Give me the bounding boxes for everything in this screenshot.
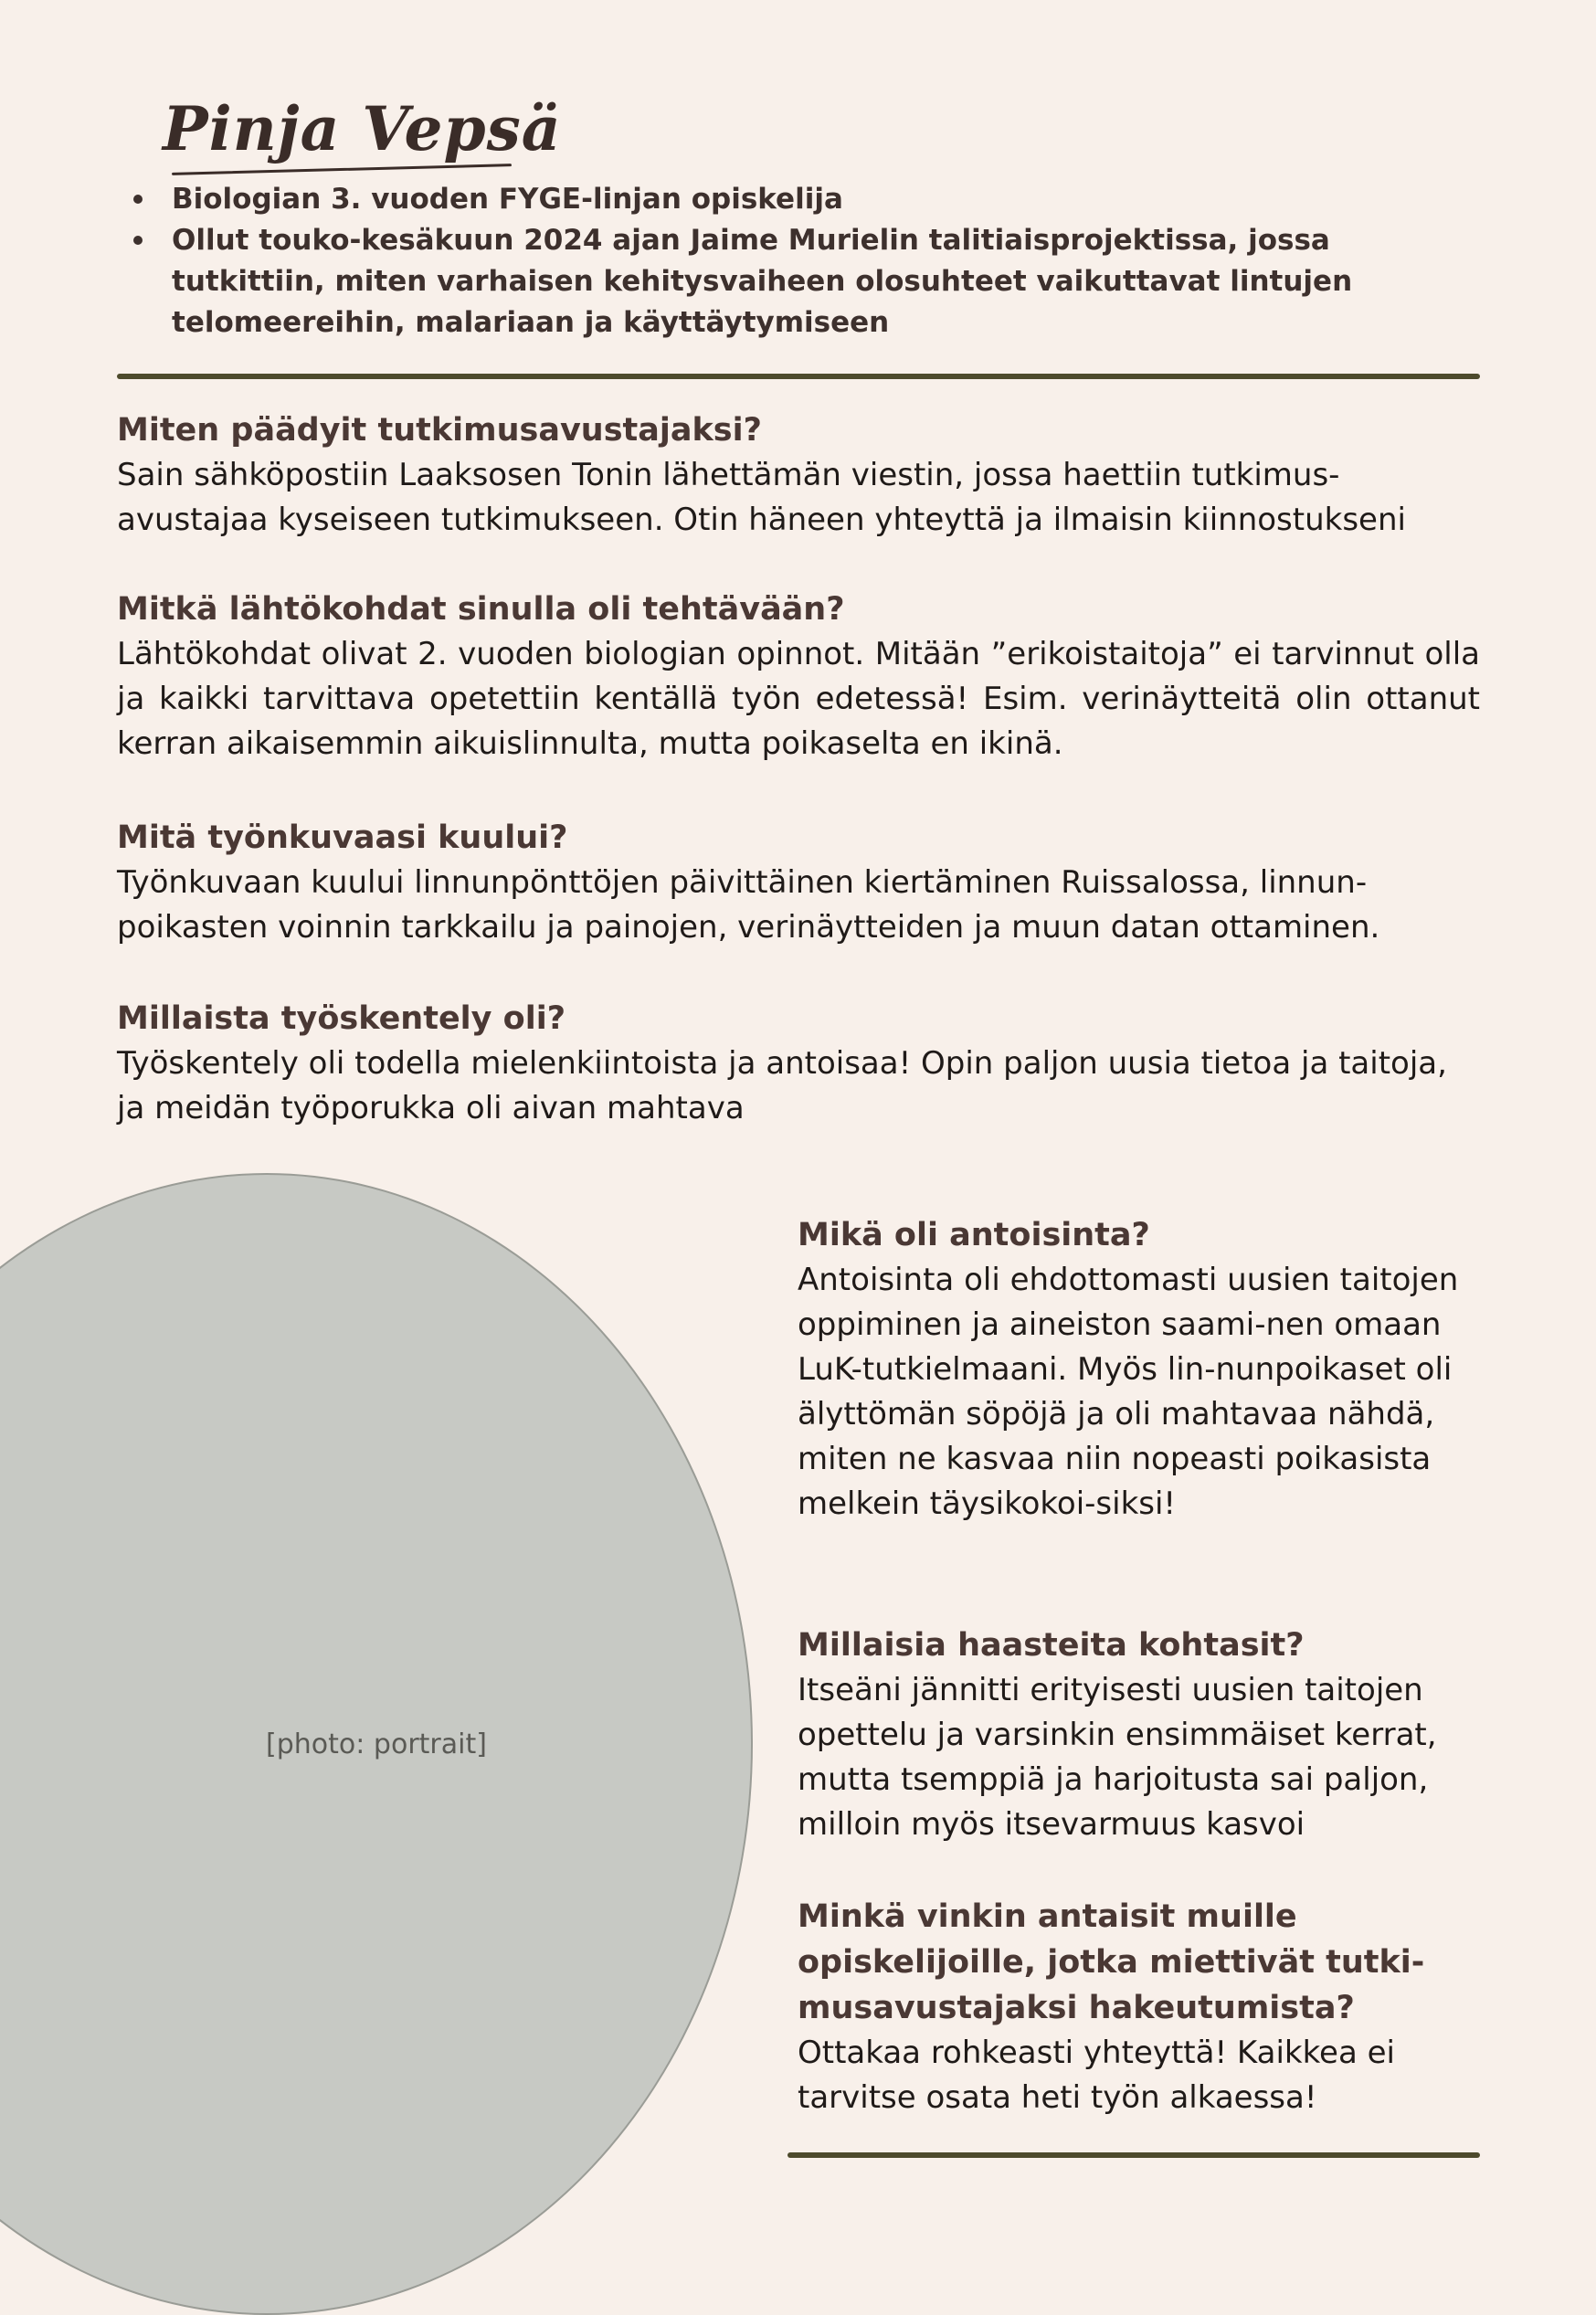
answer: Työskentely oli todella mielenkiintoista ja antoisaa! Opin paljon uusia tietoa ja taitoja, ja meidän työporukka oli aivan mahtava <box>117 1045 1447 1126</box>
divider-top <box>117 374 1480 379</box>
question: Miten päädyit tutkimusavustajaksi? <box>117 412 762 449</box>
answer: Itseäni jännitti erityisesti uusien taitojen opettelu ja varsinkin ensimmäiset kerrat, mutta tsemppiä ja harjoitusta sai paljon, milloin myös itsevarmuus kasvoi <box>798 1672 1437 1843</box>
question: Minkä vinkin antaisit muille opiskelijoille, jotka miettivät tutki-musavustajaksi hakeutumista? <box>798 1898 1425 2026</box>
answer: Työnkuvaan kuului linnunpönttöjen päivittäinen kiertäminen Ruissalossa, linnun-poikasten voinnin tarkkailu ja painojen, verinäytteiden ja muun datan ottaminen. <box>117 864 1380 946</box>
author-name: Pinja Vepsä <box>163 93 562 164</box>
photo-placeholder-label: [photo: portrait] <box>266 1728 487 1760</box>
qa-block <box>117 815 1480 950</box>
portrait-photo <box>0 1173 753 2315</box>
answer: Antoisinta oli ehdottomasti uusien taitojen oppiminen ja aineiston saami-nen omaan LuK-tutkielmaani. Myös lin-nunpoikaset oli älyttömän söpöjä ja oli mahtavaa nähdä, miten ne kasvaa niin nopeasti poikasista melkein täysikokoi-siksi! <box>798 1262 1459 1522</box>
intro-bullet: Biologian 3. vuoden FYGE-linjan opiskelija <box>128 179 1480 220</box>
qa-block <box>117 587 1480 766</box>
qa-block <box>117 407 1480 543</box>
answer: Ottakaa rohkeasti yhteyttä! Kaikkea ei tarvitse osata heti työn alkaessa! <box>798 2035 1395 2116</box>
answer: Lähtökohdat olivat 2. vuoden biologian opinnot. Mitään ”erikoistaitoja” ei tarvinnut olla ja kaikki tarvittava opetettiin kentällä työn edetessä! Esim. verinäytteitä olin ottanut kerran aikaisemmin aikuislinnulta, mutta poikaselta en ikinä. <box>117 636 1480 762</box>
qa-block <box>117 996 1480 1131</box>
intro-list <box>128 179 1480 344</box>
intro-bullet: Ollut touko-kesäkuun 2024 ajan Jaime Murielin talitiaisprojektissa, jossa tutkittiin, miten varhaisen kehitysvaiheen olosuhteet vaikuttavat lintujen telomeereihin, malariaan ja käyttäytymiseen <box>128 220 1478 344</box>
name-underline <box>172 164 512 175</box>
question: Millaisia haasteita kohtasit? <box>798 1627 1305 1664</box>
divider-bottom <box>787 2152 1480 2158</box>
qa-block <box>798 1623 1464 1847</box>
question: Mitkä lähtökohdat sinulla oli tehtävään? <box>117 591 845 628</box>
qa-block <box>798 1212 1464 1527</box>
question: Mitä työnkuvaasi kuului? <box>117 819 568 856</box>
question: Mikä oli antoisinta? <box>798 1217 1150 1253</box>
qa-block <box>798 1894 1464 2120</box>
question: Millaista työskentely oli? <box>117 1000 566 1037</box>
answer: Sain sähköpostiin Laaksosen Tonin lähettämän viestin, jossa haettiin tutkimus-avustajaa kyseiseen tutkimukseen. Otin häneen yhteyttä ja ilmaisin kiinnostukseni <box>117 457 1406 538</box>
